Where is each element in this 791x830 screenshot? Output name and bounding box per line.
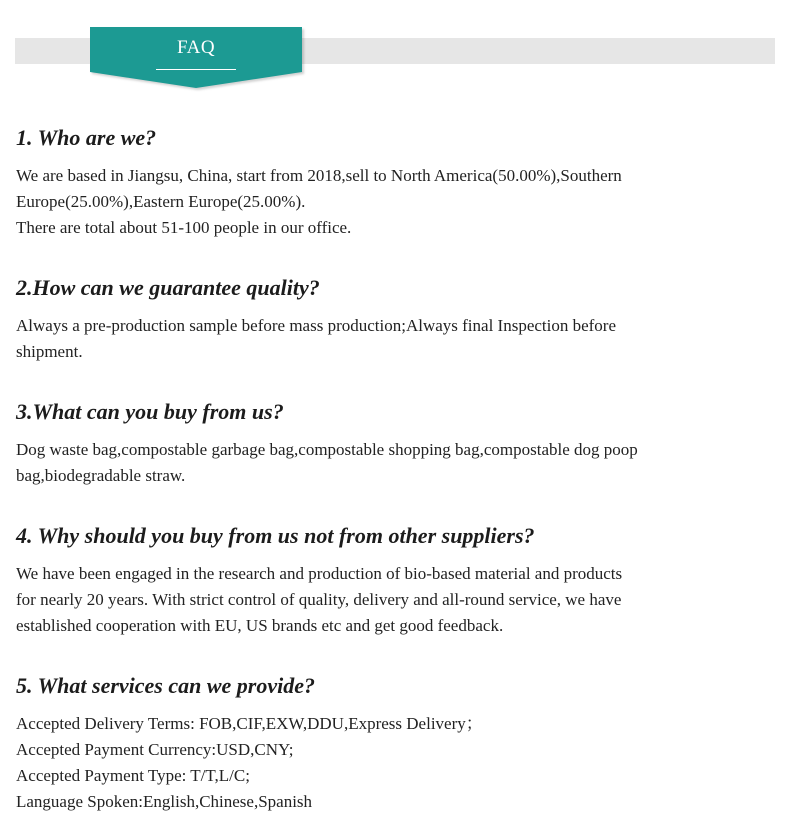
faq-answer-line: We have been engaged in the research and production of bio-based material and products xyxy=(16,564,623,583)
faq-answer-line: Accepted Delivery Terms: FOB,CIF,EXW,DDU,Express Delivery； xyxy=(16,714,483,733)
faq-answer xyxy=(16,711,776,815)
faq-question: 2.How can we guarantee quality? xyxy=(16,275,320,300)
faq-item-who-are-we xyxy=(16,124,776,241)
faq-item-why-us xyxy=(16,522,776,639)
faq-answer-line: for nearly 20 years. With strict control of quality, delivery and all-round service, we have xyxy=(16,590,622,609)
faq-item-quality xyxy=(16,274,776,365)
faq-answer-line: There are total about 51-100 people in our office. xyxy=(16,218,352,237)
faq-question: 3.What can you buy from us? xyxy=(16,399,284,424)
faq-question: 1. Who are we? xyxy=(16,125,157,150)
faq-question: 4. Why should you buy from us not from other suppliers? xyxy=(16,523,535,548)
faq-answer xyxy=(16,437,776,489)
faq-answer xyxy=(16,163,776,241)
faq-title-underline xyxy=(156,69,236,70)
faq-answer-line: bag,biodegradable straw. xyxy=(16,466,186,485)
faq-answer-line: We are based in Jiangsu, China, start from 2018,sell to North America(50.00%),Southern xyxy=(16,166,622,185)
faq-answer-line: Accepted Payment Currency:USD,CNY; xyxy=(16,740,294,759)
faq-answer-line: Dog waste bag,compostable garbage bag,compostable shopping bag,compostable dog poop xyxy=(16,440,638,459)
faq-answer xyxy=(16,561,776,639)
faq-answer-line: Europe(25.00%),Eastern Europe(25.00%). xyxy=(16,192,306,211)
faq-answer-line: shipment. xyxy=(16,342,83,361)
faq-answer-line: Always a pre-production sample before mass production;Always final Inspection before xyxy=(16,316,617,335)
faq-answer xyxy=(16,313,776,365)
faq-question: 5. What services can we provide? xyxy=(16,673,316,698)
faq-item-products xyxy=(16,398,776,489)
faq-banner xyxy=(90,27,302,88)
faq-title: FAQ xyxy=(176,37,216,58)
faq-answer-line: Accepted Payment Type: T/T,L/C; xyxy=(16,766,250,785)
faq-answer-line: Language Spoken:English,Chinese,Spanish xyxy=(16,792,313,811)
faq-item-services xyxy=(16,672,776,815)
faq-answer-line: established cooperation with EU, US brands etc and get good feedback. xyxy=(16,616,504,635)
